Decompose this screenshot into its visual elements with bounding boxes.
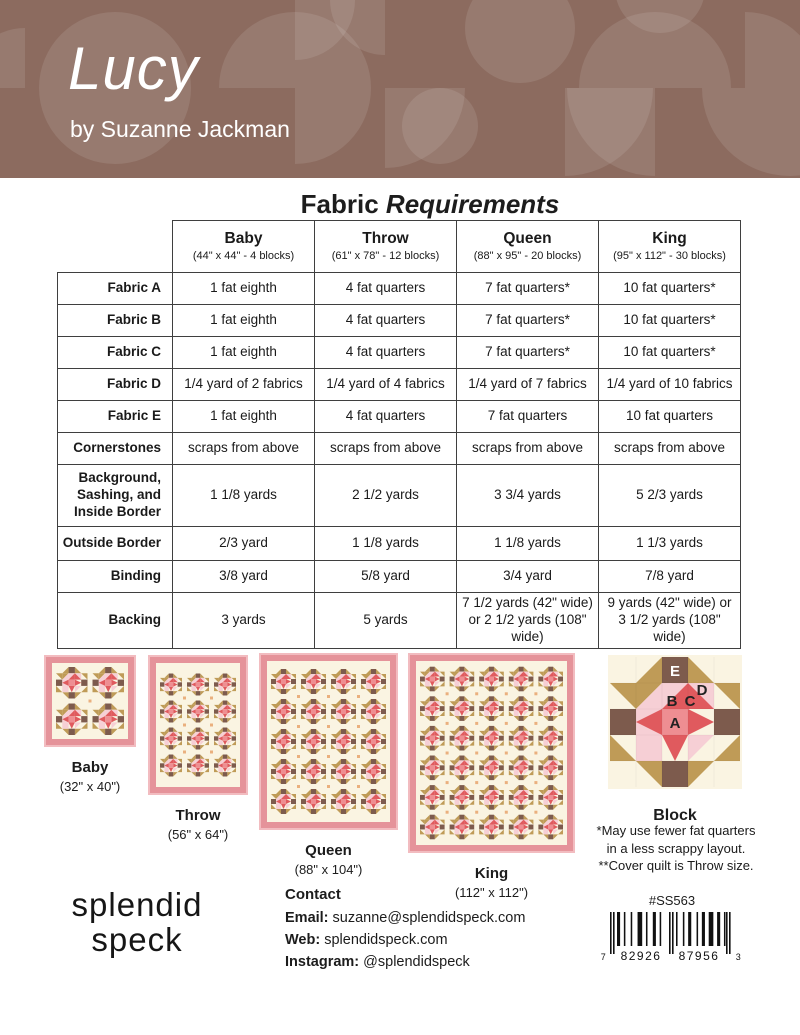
contact-web-line [285,929,525,951]
designer-byline: by Suzanne Jackman [70,116,290,142]
table-cell: 1/4 yard of 10 fabrics [599,369,741,401]
section-title-italic: Requirements [385,189,560,219]
quilt-king-figure [408,653,575,900]
table-cell: 1 1/3 yards [599,527,741,561]
fabric-requirements-table [57,220,741,649]
column-header-baby [173,221,315,273]
table-cell: 3/4 yard [457,561,599,593]
table-cell: 1/4 yard of 4 fabrics [315,369,457,401]
table-cell: 10 fat quarters* [599,337,741,369]
table-cell: 4 fat quarters [315,273,457,305]
upc-barcode [598,910,746,969]
block-piece-label-a: A [669,715,681,732]
table-cell: 1 1/8 yards [315,527,457,561]
barcode-digits: 82926 [620,949,662,963]
quilt-queen-figure [259,653,398,877]
table-cell: 1 1/8 yards [173,465,315,527]
quilt-name: Queen [305,842,352,859]
row-label: Fabric C [58,337,173,369]
table-cell: 7 fat quarters* [457,305,599,337]
section-title-normal: Fabric [300,189,386,219]
column-name: Queen [503,230,552,248]
quilt-finished-size: (56" x 64") [167,826,229,842]
brand-logo-line2: speck [91,921,183,958]
table-cell: 3/8 yard [173,561,315,593]
contact-heading: Contact [285,886,341,903]
row-label: Backing [58,593,173,649]
table-cell: 1/4 yard of 2 fabrics [173,369,315,401]
table-header-row [58,221,741,273]
contact-email-line [285,907,525,929]
quilt-baby-figure [44,655,136,794]
table-row [58,305,741,337]
table-row [58,465,741,527]
column-name: Throw [362,230,409,248]
column-header-throw [315,221,457,273]
table-cell: 10 fat quarters* [599,305,741,337]
table-cell: 5 2/3 yards [599,465,741,527]
row-label: Fabric E [58,401,173,433]
table-row [58,593,741,649]
column-size-subtitle: (95" x 112" - 30 blocks) [613,249,726,262]
table-cell: 7 fat quarters* [457,337,599,369]
instagram-label: Instagram: [285,953,360,970]
quilt-finished-size: (112" x 112") [454,884,529,900]
table-cell: scraps from above [315,433,457,465]
brand-logo [52,888,222,956]
contact-instagram-line [285,951,525,973]
table-cell: 9 yards (42" wide) or 3 1/2 yards (108" wide) [599,593,741,649]
section-title [0,189,800,220]
table-cell: 1 fat eighth [173,273,315,305]
row-label: Background, Sashing, and Inside Border [58,465,173,527]
row-label: Fabric D [58,369,173,401]
table-cell: scraps from above [173,433,315,465]
pattern-sku: #SS563 [648,893,696,908]
brand-logo-line1: splendid [71,886,203,923]
row-label: Cornerstones [58,433,173,465]
quilt-finished-size: (88" x 104") [294,861,363,877]
table-row [58,337,741,369]
email-value: suzanne@splendidspeck.com [332,909,526,926]
pattern-title: Lucy [68,35,199,102]
table-row [58,527,741,561]
quilt-baby-image [44,655,136,747]
barcode-digits: 7 [600,952,608,962]
quilt-name: Baby [71,759,109,776]
table-cell: 3 yards [173,593,315,649]
quilt-name: Throw [175,807,221,824]
email-label: Email: [285,909,329,926]
row-label: Fabric B [58,305,173,337]
table-cell: 5 yards [315,593,457,649]
row-label: Fabric A [58,273,173,305]
barcode-digits: 3 [735,952,743,962]
column-name: Baby [224,230,263,248]
footnote: **Cover quilt is Throw size. [598,858,754,874]
table-row [58,561,741,593]
row-label: Outside Border [58,527,173,561]
table-cell: 7 1/2 yards (42" wide) or 2 1/2 yards (108" wide) [457,593,599,649]
table-corner-cell [58,221,173,273]
column-size-subtitle: (44" x 44" - 4 blocks) [192,249,295,262]
instagram-value: @splendidspeck [363,953,470,970]
table-cell: 2/3 yard [173,527,315,561]
column-header-queen [457,221,599,273]
column-size-subtitle: (61" x 78" - 12 blocks) [331,249,440,262]
table-cell: 1 1/8 yards [457,527,599,561]
web-label: Web: [285,931,321,948]
table-cell: 10 fat quarters* [599,273,741,305]
web-value: splendidspeck.com [324,931,448,948]
table-cell: 7/8 yard [599,561,741,593]
table-cell: 4 fat quarters [315,305,457,337]
quilt-throw-image [148,655,248,795]
table-cell: scraps from above [599,433,741,465]
block-piece-label-d: D [696,682,708,699]
pattern-header [0,0,800,178]
table-row [58,369,741,401]
block-diagram-figure [600,655,750,825]
table-cell: 1 fat eighth [173,305,315,337]
row-label: Binding [58,561,173,593]
table-cell: 5/8 yard [315,561,457,593]
column-size-subtitle: (88" x 95" - 20 blocks) [473,249,582,262]
table-cell: 1/4 yard of 7 fabrics [457,369,599,401]
table-cell: 4 fat quarters [315,401,457,433]
block-piece-label-b: B [666,693,678,710]
table-cell: 4 fat quarters [315,337,457,369]
table-cell: 7 fat quarters* [457,273,599,305]
table-cell: 10 fat quarters [599,401,741,433]
quilt-queen-image [259,653,398,830]
quilt-throw-figure [148,655,248,842]
quilt-name: King [474,865,509,882]
table-cell: 1 fat eighth [173,337,315,369]
table-row [58,273,741,305]
contact-info [285,884,525,973]
block-piece-label-e: E [669,663,681,680]
footnotes [592,822,760,875]
table-cell: 3 3/4 yards [457,465,599,527]
table-cell: scraps from above [457,433,599,465]
quilt-king-image [408,653,575,853]
column-name: King [652,230,687,248]
column-header-king [599,221,741,273]
table-cell: 1 fat eighth [173,401,315,433]
table-row [58,433,741,465]
block-piece-label-c: C [684,693,696,710]
quilt-finished-size: (32" x 40") [59,778,121,794]
table-cell: 7 fat quarters [457,401,599,433]
block-diagram [600,655,750,794]
table-row [58,401,741,433]
table-cell: 2 1/2 yards [315,465,457,527]
block-diagram-title: Block [653,807,697,824]
footnote: *May use fewer fat quarters in a less scrappy layout. [596,823,756,856]
barcode-digits: 87956 [678,949,720,963]
